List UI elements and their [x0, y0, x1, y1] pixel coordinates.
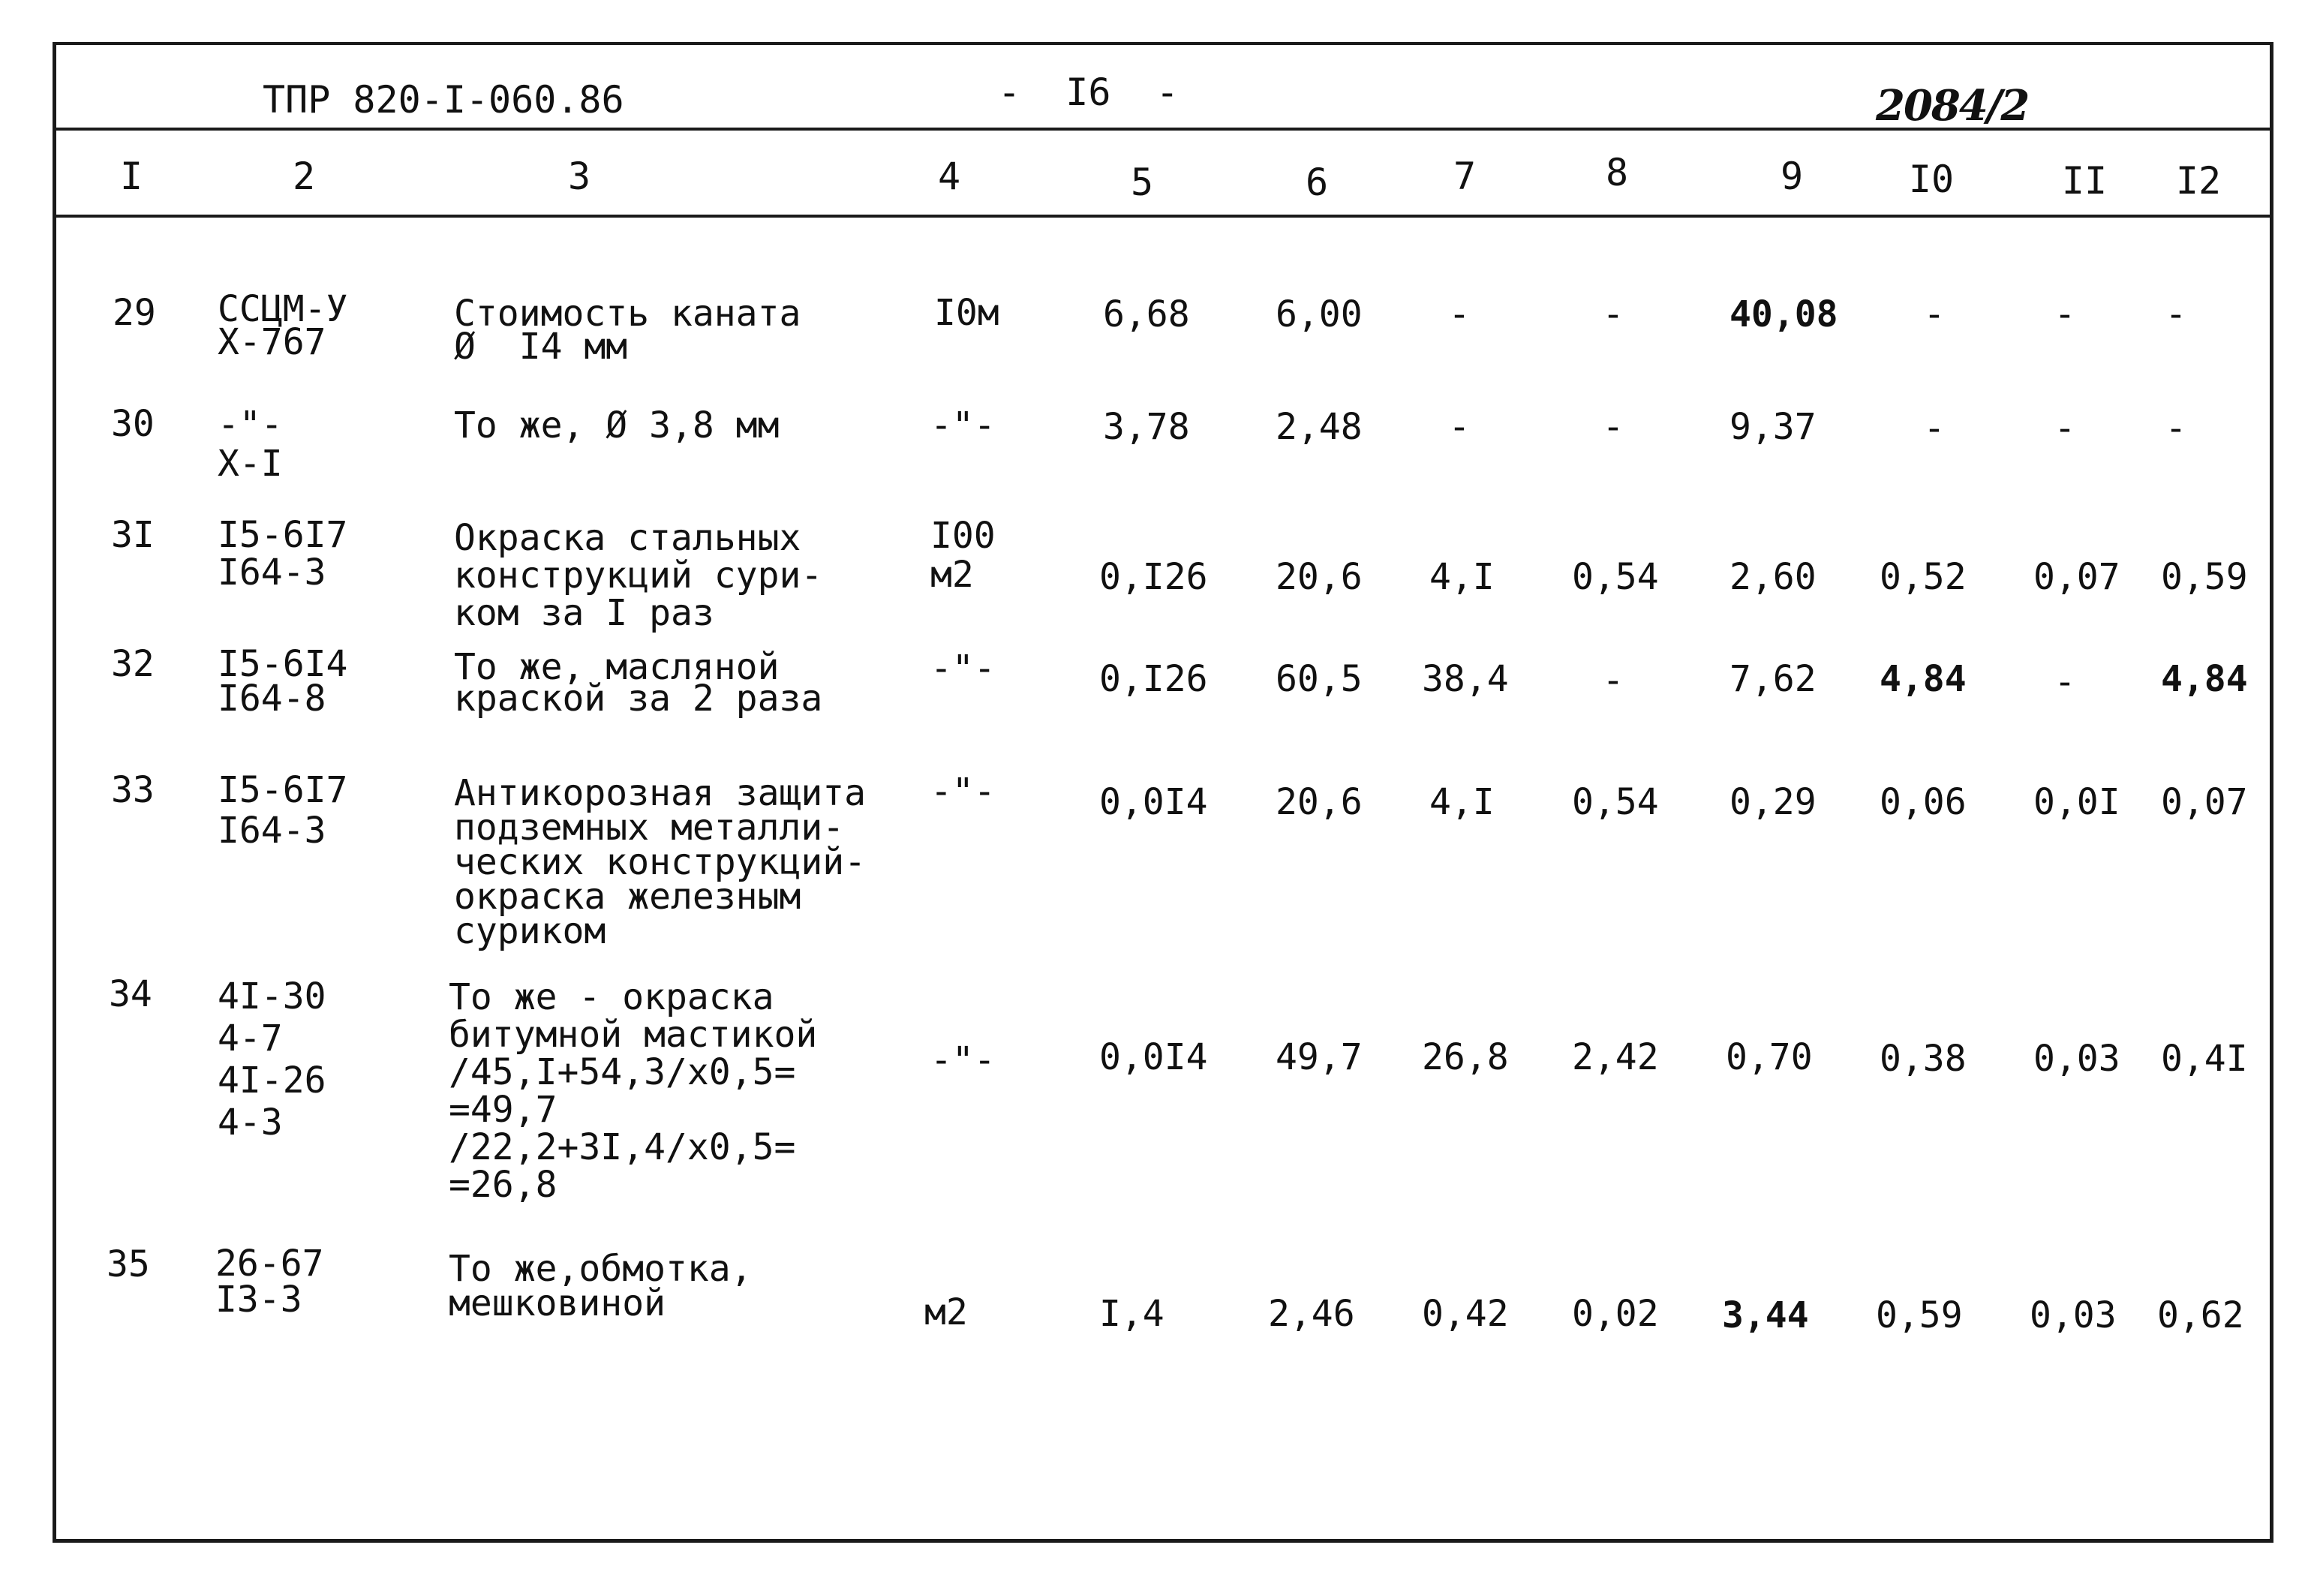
- cell-col11: 0,07: [2033, 556, 2120, 598]
- cell-col9: 40,08: [1730, 293, 1838, 335]
- row-code: ССЦМ-У Х-767: [218, 288, 348, 363]
- column-header-9: 9: [1780, 155, 1804, 198]
- column-header-2: 2: [292, 155, 316, 198]
- row-number: 32: [111, 643, 155, 685]
- column-header-11: II: [2061, 159, 2108, 203]
- row-unit: -"-: [930, 771, 996, 813]
- row-number: 34: [109, 973, 152, 1015]
- cell-col6: 49,7: [1276, 1036, 1363, 1078]
- row-code: I5-6I4 I64-8: [218, 643, 348, 720]
- row-code: I5-6I7 I64-3: [218, 514, 348, 594]
- row-unit: I00 м2: [930, 515, 996, 596]
- column-header-8: 8: [1605, 151, 1629, 194]
- cell-col12: 0,4I: [2161, 1038, 2248, 1080]
- cell-col6: 2,46: [1268, 1293, 1355, 1335]
- sheet-mark: 2084/2: [1876, 81, 2029, 131]
- row-description: То же, Ø 3,8 мм: [454, 404, 780, 446]
- cell-col8: 0,02: [1572, 1293, 1659, 1335]
- cell-col5: 0,I26: [1099, 658, 1208, 700]
- cell-col8: -: [1602, 660, 1624, 702]
- row-unit: I0м: [934, 292, 999, 334]
- row-description: Окраска стальных конструкций сури- ком за I раз: [454, 517, 823, 634]
- cell-col7: -: [1448, 406, 1471, 448]
- row-code: 26-67 I3-3: [215, 1243, 324, 1321]
- cell-col6: 60,5: [1276, 658, 1363, 700]
- cell-col12: 0,07: [2161, 781, 2248, 823]
- row-number: 33: [111, 769, 155, 811]
- column-header-divider: [53, 215, 2273, 218]
- cell-col5: 0,0I4: [1099, 1036, 1208, 1078]
- page-number: - I6 -: [998, 71, 1179, 114]
- cell-col5: 0,I26: [1099, 556, 1208, 598]
- cell-col9: 3,44: [1722, 1294, 1809, 1336]
- row-number: 29: [113, 292, 156, 334]
- cell-col7: 4,I: [1429, 781, 1495, 823]
- cell-col12: -: [2165, 293, 2187, 335]
- row-description: То же,обмотка, мешковиной: [449, 1248, 753, 1324]
- cell-col11: -: [2054, 407, 2076, 449]
- column-header-6: 6: [1305, 161, 1329, 204]
- cell-col9: 0,70: [1726, 1036, 1813, 1078]
- column-header-7: 7: [1453, 155, 1477, 198]
- cell-col11: -: [2054, 293, 2076, 335]
- row-unit: -"-: [930, 1039, 996, 1081]
- cell-col9: 7,62: [1730, 658, 1817, 700]
- cell-col7: 4,I: [1429, 556, 1495, 598]
- cell-col8: -: [1602, 293, 1624, 335]
- cell-col10: 0,06: [1880, 781, 1967, 823]
- cell-col10: 0,52: [1880, 556, 1967, 598]
- cell-col12: -: [2165, 407, 2187, 449]
- cell-col10: 0,38: [1880, 1038, 1967, 1080]
- cell-col10: 0,59: [1876, 1294, 1963, 1336]
- cell-col7: 26,8: [1422, 1036, 1509, 1078]
- document-code: ТПР 820-I-060.86: [263, 78, 624, 122]
- cell-col8: 0,54: [1572, 781, 1659, 823]
- column-header-3: 3: [567, 155, 591, 198]
- cell-col11: -: [2054, 661, 2076, 703]
- cell-col9: 2,60: [1730, 556, 1817, 598]
- cell-col5: 6,68: [1103, 293, 1190, 335]
- cell-col9: 0,29: [1730, 781, 1817, 823]
- cell-col11: 0,03: [2030, 1294, 2117, 1336]
- cell-col7: 38,4: [1422, 658, 1509, 700]
- row-number: 35: [107, 1243, 150, 1285]
- cell-col7: -: [1448, 293, 1471, 335]
- cell-col11: 0,03: [2033, 1038, 2120, 1080]
- cell-col6: 20,6: [1276, 556, 1363, 598]
- cell-col5: I,4: [1099, 1293, 1165, 1335]
- cell-col10: 4,84: [1880, 658, 1967, 700]
- row-code: I5-6I7 I64-3: [218, 769, 348, 852]
- row-description: Стоимость каната Ø I4 мм: [454, 293, 801, 368]
- cell-col8: 0,54: [1572, 556, 1659, 598]
- row-code: -"- Х-I: [218, 404, 283, 485]
- column-header-4: 4: [937, 155, 961, 198]
- row-description: То же - окраска битумной мастикой /45,I+54,3/х0,5= =49,7 /22,2+3I,4/х0,5= =26,8: [449, 976, 818, 1206]
- cell-col8: -: [1602, 406, 1624, 448]
- column-header-10: I0: [1908, 158, 1955, 201]
- row-description: То же, масляной краской за 2 раза: [454, 646, 823, 720]
- row-unit: -"-: [930, 404, 996, 446]
- column-header-12: I2: [2175, 159, 2222, 203]
- row-description: Антикорозная защита подземных металли- ческих конструкций- окраска железным суриком: [454, 772, 867, 952]
- row-number: 3I: [111, 514, 155, 556]
- cell-col8: 2,42: [1572, 1036, 1659, 1078]
- row-unit: м2: [924, 1291, 968, 1333]
- row-number: 30: [111, 403, 155, 445]
- cell-col10: -: [1923, 293, 1946, 335]
- cell-col12: 4,84: [2161, 658, 2248, 700]
- cell-col7: 0,42: [1422, 1293, 1509, 1335]
- cell-col12: 0,62: [2157, 1294, 2244, 1336]
- cell-col5: 0,0I4: [1099, 781, 1208, 823]
- row-code: 4I-30 4-7 4I-26 4-3: [218, 975, 326, 1144]
- cell-col9: 9,37: [1730, 406, 1817, 448]
- cell-col12: 0,59: [2161, 556, 2248, 598]
- column-header-1: I: [119, 155, 143, 198]
- cell-col10: -: [1923, 407, 1946, 449]
- cell-col6: 6,00: [1276, 293, 1363, 335]
- cell-col6: 20,6: [1276, 781, 1363, 823]
- cell-col5: 3,78: [1103, 406, 1190, 448]
- cell-col6: 2,48: [1276, 406, 1363, 448]
- row-unit: -"-: [930, 648, 996, 690]
- cell-col11: 0,0I: [2033, 781, 2120, 823]
- column-header-5: 5: [1130, 161, 1154, 204]
